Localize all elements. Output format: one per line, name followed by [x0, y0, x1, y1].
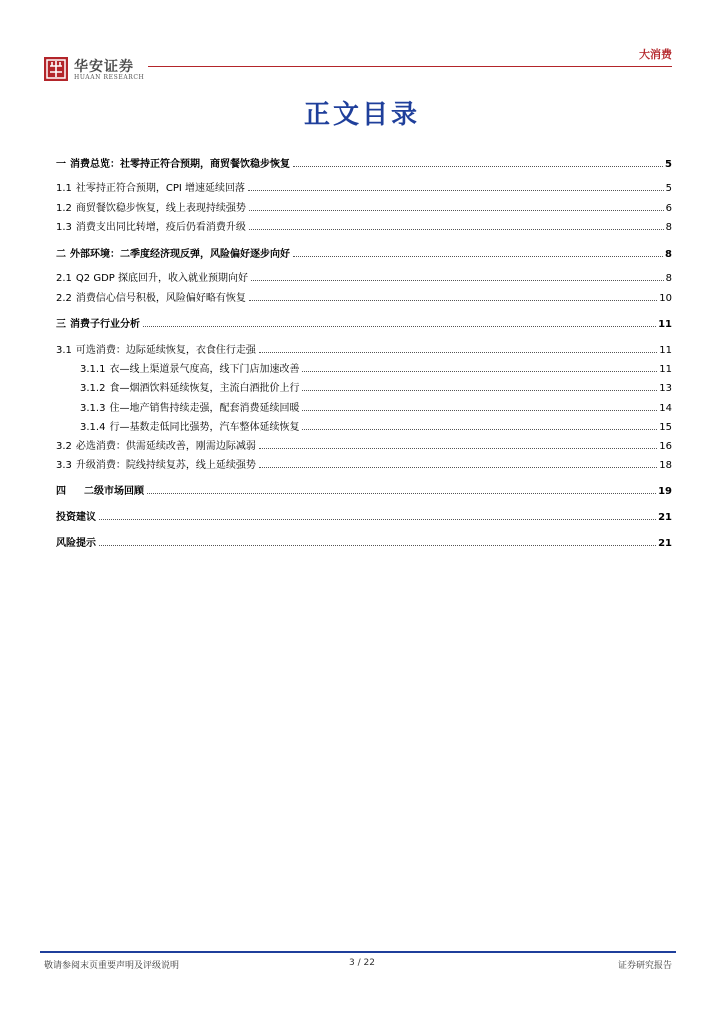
toc-page-number: 6 — [665, 203, 672, 214]
toc-page-number: 21 — [658, 512, 672, 523]
toc-entry[interactable] — [56, 182, 672, 196]
toc-entry[interactable] — [56, 272, 672, 286]
toc-leader-dots — [259, 467, 657, 468]
toc-entry-title: 1.2 商贸餐饮稳步恢复，线上表现持续强势 — [56, 203, 246, 214]
footer-disclaimer: 敬请参阅末页重要声明及评级说明 — [44, 961, 180, 971]
footer-report-type: 证券研究报告 — [617, 961, 672, 971]
toc-entry-title: 3.1.1 衣—线上渠道景气度高，线下门店加速改善 — [80, 364, 300, 375]
toc-entry[interactable] — [56, 421, 672, 435]
toc-entry[interactable] — [56, 221, 672, 235]
toc-leader-dots — [99, 545, 656, 546]
toc-entry[interactable] — [56, 344, 672, 358]
toc-entry[interactable] — [56, 382, 672, 396]
toc-leader-dots — [259, 352, 657, 353]
toc-leader-dots — [302, 410, 657, 411]
toc-entry-title: 3.1.3 住—地产销售持续走强，配套消费延续回暖 — [80, 403, 300, 414]
toc-entry-title: 3.1.2 食—烟酒饮料延续恢复，主流白酒批价上行 — [80, 383, 300, 394]
toc-page-number: 21 — [658, 538, 672, 549]
footer-divider — [40, 951, 676, 953]
huaan-logo-icon — [44, 57, 68, 81]
toc-leader-dots — [147, 493, 656, 494]
toc-entry-title: 一 消费总览：社零持正符合预期，商贸餐饮稳步恢复 — [56, 159, 290, 170]
toc-entry-title: 三 消费子行业分析 — [56, 319, 140, 330]
toc-entry-title: 四 二级市场回顾 — [56, 486, 144, 497]
toc-page-number: 11 — [659, 345, 672, 356]
toc-entry-title: 3.3 升级消费：院线持续复苏，线上延续强势 — [56, 460, 256, 471]
footer-page-indicator: 3 / 22 — [349, 958, 375, 968]
toc-leader-dots — [293, 166, 663, 167]
toc-page-number: 13 — [659, 383, 672, 394]
toc-entry[interactable] — [56, 485, 672, 499]
toc-entry-title: 二 外部环境：二季度经济现反弹，风险偏好逐步向好 — [56, 249, 290, 260]
toc-entry-title: 1.1 社零持正符合预期，CPI 增速延续回落 — [56, 183, 246, 194]
toc-leader-dots — [259, 448, 657, 449]
logo-english-name: HUAAN RESEARCH — [74, 74, 145, 81]
toc-leader-dots — [302, 429, 657, 430]
toc-leader-dots — [302, 371, 657, 372]
toc-page-number: 16 — [659, 441, 672, 452]
toc-page-number: 11 — [658, 319, 672, 330]
toc-entry-title: 投资建议 — [56, 512, 96, 523]
toc-entry[interactable] — [56, 292, 672, 306]
toc-entry-title: 3.1.4 行—基数走低同比强势，汽车整体延续恢复 — [80, 422, 300, 433]
toc-leader-dots — [302, 390, 657, 391]
toc-leader-dots — [249, 300, 657, 301]
toc-entry[interactable] — [56, 402, 672, 416]
toc-page-number: 19 — [658, 486, 672, 497]
toc-leader-dots — [293, 256, 663, 257]
toc-entry[interactable] — [56, 318, 672, 332]
toc-entry[interactable] — [56, 459, 672, 473]
toc-entry[interactable] — [56, 248, 672, 262]
toc-page-number: 5 — [665, 159, 672, 170]
logo-chinese-name: 华安证券 — [74, 59, 134, 75]
toc-entry-title: 3.2 必选消费：供需延续改善，刚需边际减弱 — [56, 441, 256, 452]
toc-entry[interactable] — [56, 158, 672, 172]
toc-page-number: 18 — [659, 460, 672, 471]
toc-entry-title: 3.1 可选消费：边际延续恢复，衣食住行走强 — [56, 345, 256, 356]
header-section-tag: 大消费 — [639, 48, 672, 61]
toc-entry-title: 2.2 消费信心信号积极，风险偏好略有恢复 — [56, 293, 246, 304]
toc-entry-title: 1.3 消费支出同比转增，疫后仍看消费升级 — [56, 222, 246, 233]
toc-page-number: 8 — [665, 249, 672, 260]
toc-entry[interactable] — [56, 511, 672, 525]
toc-title: 正文目录 — [303, 100, 420, 130]
header-divider — [148, 66, 672, 67]
toc-page-number: 5 — [665, 183, 672, 194]
toc-entry-title: 2.1 Q2 GDP 探底回升，收入就业预期向好 — [56, 273, 248, 284]
toc-entry[interactable] — [56, 537, 672, 551]
toc-entry[interactable] — [56, 440, 672, 454]
toc-entry[interactable] — [56, 363, 672, 377]
toc-page-number: 15 — [659, 422, 672, 433]
toc-entry[interactable] — [56, 202, 672, 216]
toc-leader-dots — [249, 210, 664, 211]
toc-leader-dots — [248, 190, 664, 191]
toc-leader-dots — [249, 229, 664, 230]
toc-leader-dots — [251, 280, 664, 281]
toc-page-number: 10 — [659, 293, 672, 304]
toc-page-number: 11 — [659, 364, 672, 375]
toc-page-number: 8 — [665, 222, 672, 233]
toc-entry-title: 风险提示 — [56, 538, 96, 549]
toc-page-number: 8 — [665, 273, 672, 284]
toc-leader-dots — [99, 519, 656, 520]
toc-leader-dots — [143, 326, 656, 327]
toc-page-number: 14 — [659, 403, 672, 414]
